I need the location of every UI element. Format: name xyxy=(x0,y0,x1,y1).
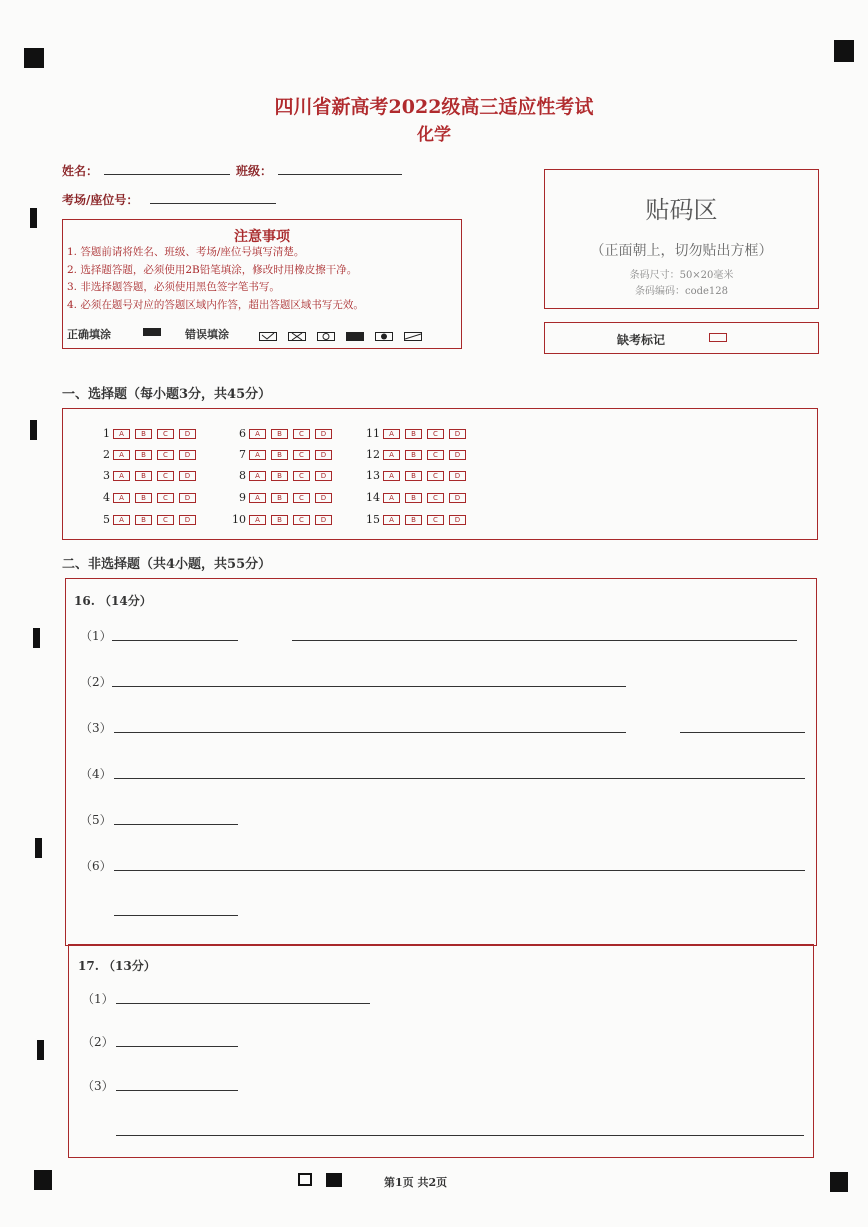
choice-bubble-c[interactable]: C xyxy=(157,450,174,460)
question-number: 11 xyxy=(366,427,380,440)
q16-part-5-label: （5） xyxy=(80,813,112,827)
notice-box xyxy=(62,219,462,349)
partial-fill-icon xyxy=(346,332,364,341)
question-number: 14 xyxy=(366,491,380,504)
section2-heading: 二、非选择题（共4小题，共55分） xyxy=(62,557,272,572)
choice-question-row xyxy=(362,487,471,504)
choice-question-row xyxy=(228,487,337,504)
question-number: 4 xyxy=(103,491,110,504)
registration-mark-top-left xyxy=(24,48,44,68)
choice-bubble-c[interactable]: C xyxy=(157,515,174,525)
question-number: 5 xyxy=(103,513,110,526)
choice-bubble-b[interactable]: B xyxy=(405,471,422,481)
choice-bubble-d[interactable]: D xyxy=(179,450,196,460)
notice-item: 3. 非选择题答题，必须使用黑色签字笔书写。 xyxy=(67,281,280,293)
dot-fill-icon xyxy=(375,332,393,341)
circle-fill-icon xyxy=(317,332,335,341)
choice-question-row xyxy=(228,509,337,526)
seat-field[interactable] xyxy=(150,203,276,204)
choice-question-row xyxy=(228,423,337,440)
q17-part-1-blank[interactable] xyxy=(116,1003,370,1004)
timing-mark xyxy=(30,208,37,228)
choice-bubble-a[interactable]: A xyxy=(113,450,130,460)
choice-bubble-c[interactable]: C xyxy=(427,450,444,460)
choice-bubble-a[interactable]: A xyxy=(383,429,400,439)
choice-bubble-c[interactable]: C xyxy=(427,471,444,481)
question-number: 6 xyxy=(239,427,246,440)
choice-bubble-a[interactable]: A xyxy=(113,493,130,503)
q17-part-3-blank-b[interactable] xyxy=(116,1135,804,1136)
q16-answer-area xyxy=(65,578,817,946)
wrong-fill-examples xyxy=(259,326,428,345)
choice-bubble-b[interactable]: B xyxy=(271,471,288,481)
q16-part-1-label: （1） xyxy=(80,629,112,643)
q16-part-6-blank-b[interactable] xyxy=(114,915,238,916)
choice-bubble-a[interactable]: A xyxy=(249,493,266,503)
q16-part-4-blank[interactable] xyxy=(114,778,805,779)
barcode-title: 贴码区 xyxy=(645,196,718,224)
choice-bubble-b[interactable]: B xyxy=(271,515,288,525)
choice-question-row xyxy=(362,465,471,482)
choice-bubble-a[interactable]: A xyxy=(249,429,266,439)
q16-part-2-blank[interactable] xyxy=(112,686,626,687)
absent-mark-label: 缺考标记 xyxy=(617,333,666,347)
choice-bubble-b[interactable]: B xyxy=(135,471,152,481)
q17-part-3-blank-a[interactable] xyxy=(116,1090,238,1091)
class-field[interactable] xyxy=(278,174,402,175)
notice-title: 注意事项 xyxy=(234,229,290,245)
cross-fill-icon xyxy=(288,332,306,341)
exam-title: 四川省新高考2022级高三适应性考试 xyxy=(274,96,594,118)
barcode-encoding: 条码编码：code128 xyxy=(634,286,729,297)
choice-bubble-d[interactable]: D xyxy=(179,515,196,525)
timing-mark xyxy=(30,420,37,440)
q17-title: 17. （13分） xyxy=(78,959,156,973)
choice-bubble-c[interactable]: C xyxy=(427,493,444,503)
absent-mark-checkbox[interactable] xyxy=(709,333,727,342)
q16-part-1-blank-a[interactable] xyxy=(112,640,238,641)
choice-bubble-c[interactable]: C xyxy=(157,493,174,503)
choice-bubble-c[interactable]: C xyxy=(427,515,444,525)
question-number: 8 xyxy=(239,469,246,482)
question-number: 15 xyxy=(366,513,380,526)
choice-bubble-b[interactable]: B xyxy=(135,450,152,460)
q16-part-3-blank-a[interactable] xyxy=(114,732,626,733)
timing-mark xyxy=(37,1040,44,1060)
question-number: 3 xyxy=(103,469,110,482)
q16-part-3-blank-b[interactable] xyxy=(680,732,805,733)
question-number: 2 xyxy=(103,448,110,461)
choice-question-row xyxy=(92,465,201,482)
choice-bubble-a[interactable]: A xyxy=(113,515,130,525)
name-label: 姓名： xyxy=(62,164,99,178)
question-number: 10 xyxy=(232,513,246,526)
notice-item: 4. 必须在题号对应的答题区域内作答，超出答题区域书写无效。 xyxy=(67,298,364,311)
choice-bubble-d[interactable]: D xyxy=(315,493,332,503)
choice-bubble-b[interactable]: B xyxy=(405,493,422,503)
choice-bubble-b[interactable]: B xyxy=(405,429,422,439)
choice-bubble-c[interactable]: C xyxy=(293,429,310,439)
name-field[interactable] xyxy=(104,174,230,175)
choice-question-row xyxy=(92,444,201,461)
barcode-size: 条码尺寸：50×20毫米 xyxy=(629,270,734,281)
question-number: 1 xyxy=(103,427,110,440)
q16-part-5-blank[interactable] xyxy=(114,824,238,825)
q16-part-4-label: （4） xyxy=(80,767,112,781)
choice-bubble-c[interactable]: C xyxy=(157,471,174,481)
choice-bubble-d[interactable]: D xyxy=(449,471,466,481)
barcode-instruction: （正面朝上，切勿贴出方框） xyxy=(590,243,773,259)
choice-bubble-d[interactable]: D xyxy=(315,450,332,460)
footer-hollow-square-icon xyxy=(298,1173,312,1186)
choice-bubble-a[interactable]: A xyxy=(383,471,400,481)
choice-bubble-b[interactable]: B xyxy=(271,493,288,503)
choice-bubble-b[interactable]: B xyxy=(135,493,152,503)
absent-mark-box xyxy=(544,322,819,354)
q16-part-2-label: （2） xyxy=(80,675,112,689)
seat-label: 考场/座位号： xyxy=(62,193,139,207)
choice-question-row xyxy=(362,444,471,461)
choice-bubble-b[interactable]: B xyxy=(135,515,152,525)
subject-title: 化学 xyxy=(417,125,451,145)
choice-bubble-d[interactable]: D xyxy=(315,515,332,525)
choice-bubble-c[interactable]: C xyxy=(427,429,444,439)
slash-fill-icon xyxy=(404,332,422,341)
question-number: 13 xyxy=(366,469,380,482)
barcode-area xyxy=(544,169,819,309)
registration-mark-bottom-left xyxy=(34,1170,52,1190)
q16-part-6-label: （6） xyxy=(80,859,112,873)
choice-bubble-a[interactable]: A xyxy=(383,493,400,503)
question-number: 7 xyxy=(239,448,246,461)
choice-bubble-a[interactable]: A xyxy=(383,450,400,460)
section1-heading: 一、选择题（每小题3分，共45分） xyxy=(62,387,272,402)
q16-part-1-blank-b[interactable] xyxy=(292,640,797,641)
choice-bubble-d[interactable]: D xyxy=(449,515,466,525)
choice-question-row xyxy=(362,509,471,526)
choice-bubble-c[interactable]: C xyxy=(293,450,310,460)
choice-bubble-d[interactable]: D xyxy=(179,471,196,481)
choice-question-row xyxy=(92,487,201,504)
choice-bubble-b[interactable]: B xyxy=(405,515,422,525)
choice-bubble-a[interactable]: A xyxy=(113,429,130,439)
notice-item: 1. 答题前请将姓名、班级、考场/座位号填写清楚。 xyxy=(67,246,305,258)
q17-answer-area xyxy=(68,944,814,1158)
wrong-fill-label: 错误填涂 xyxy=(185,328,229,341)
q16-part-6-blank-a[interactable] xyxy=(114,870,805,871)
choice-bubble-d[interactable]: D xyxy=(179,429,196,439)
choice-bubble-b[interactable]: B xyxy=(271,450,288,460)
choice-bubble-d[interactable]: D xyxy=(179,493,196,503)
class-label: 班级： xyxy=(236,164,273,178)
choice-bubble-b[interactable]: B xyxy=(405,450,422,460)
registration-mark-bottom-right xyxy=(830,1172,848,1192)
check-mark-fill-icon xyxy=(259,332,277,341)
q17-part-3-label: （3） xyxy=(82,1079,114,1093)
choice-bubble-c[interactable]: C xyxy=(157,429,174,439)
choice-bubble-b[interactable]: B xyxy=(135,429,152,439)
question-number: 9 xyxy=(239,491,246,504)
q17-part-1-label: （1） xyxy=(82,992,114,1006)
question-number: 12 xyxy=(366,448,380,461)
choice-question-row xyxy=(228,444,337,461)
choice-bubble-c[interactable]: C xyxy=(293,471,310,481)
choice-question-row xyxy=(362,423,471,440)
footer-solid-square-icon xyxy=(326,1173,342,1187)
choice-question-row xyxy=(92,509,201,526)
page-number: 第1页 共2页 xyxy=(384,1176,448,1189)
timing-mark xyxy=(33,628,40,648)
q17-part-2-label: （2） xyxy=(82,1035,114,1049)
correct-fill-example-icon xyxy=(143,328,161,336)
correct-fill-label: 正确填涂 xyxy=(67,328,111,341)
choice-bubble-d[interactable]: D xyxy=(315,471,332,481)
q17-part-2-blank[interactable] xyxy=(116,1046,238,1047)
choice-bubble-d[interactable]: D xyxy=(315,429,332,439)
choice-bubble-d[interactable]: D xyxy=(449,429,466,439)
choice-bubble-a[interactable]: A xyxy=(383,515,400,525)
choice-bubble-d[interactable]: D xyxy=(449,450,466,460)
choice-bubble-d[interactable]: D xyxy=(449,493,466,503)
choice-bubble-c[interactable]: C xyxy=(293,493,310,503)
choice-bubble-a[interactable]: A xyxy=(249,515,266,525)
q16-part-3-label: （3） xyxy=(80,721,112,735)
choice-bubble-c[interactable]: C xyxy=(293,515,310,525)
choice-bubble-b[interactable]: B xyxy=(271,429,288,439)
q16-title: 16. （14分） xyxy=(74,594,152,608)
choice-bubble-a[interactable]: A xyxy=(249,471,266,481)
registration-mark-top-right xyxy=(834,40,854,62)
notice-item: 2. 选择题答题，必须使用2B铅笔填涂，修改时用橡皮擦干净。 xyxy=(67,263,358,276)
choice-bubble-a[interactable]: A xyxy=(113,471,130,481)
choice-bubble-a[interactable]: A xyxy=(249,450,266,460)
timing-mark xyxy=(35,838,42,858)
choice-question-row xyxy=(228,465,337,482)
choice-question-row xyxy=(92,423,201,440)
